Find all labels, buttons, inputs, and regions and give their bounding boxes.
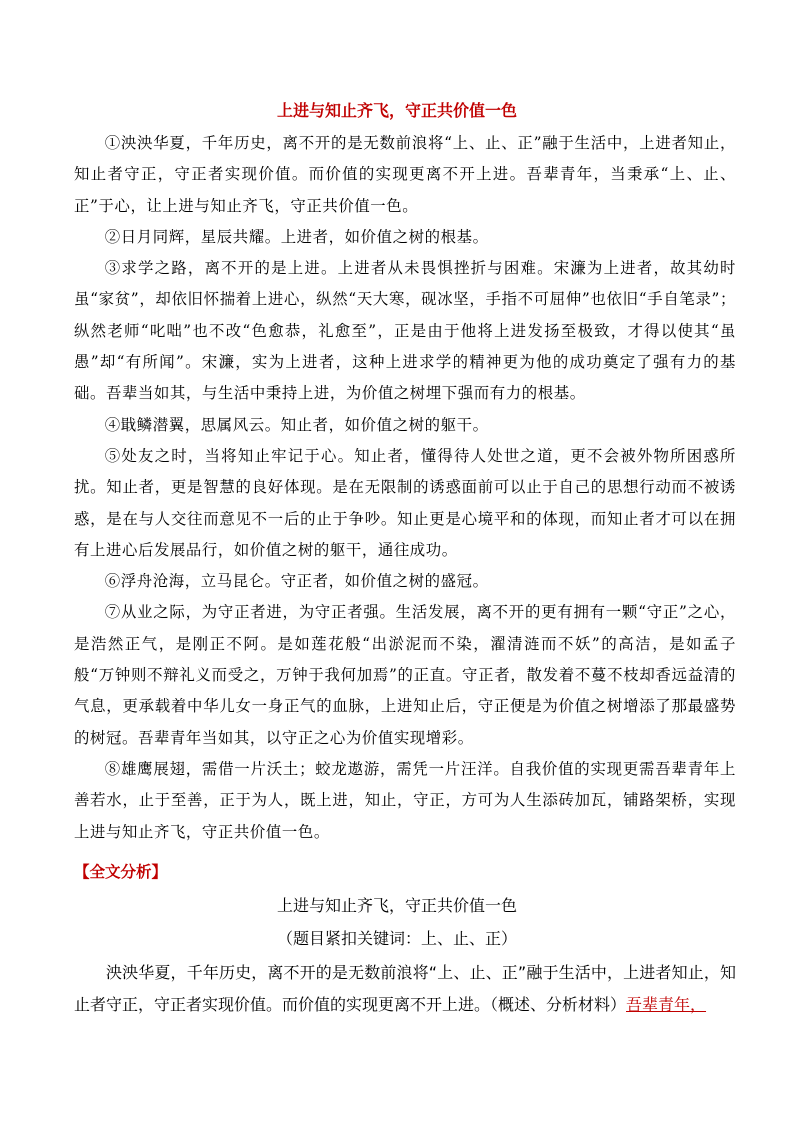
- analysis-highlight-text: 吾辈青年，: [626, 995, 707, 1014]
- essay-paragraph-7: ⑦从业之际，为守正者进，为守正者强。生活发展，离不开的更有拥有一颗“守正”之心，是浩然正气，是刚正不阿。是如莲花般“出淤泥而不染，濯清涟而不妖”的高洁，是如孟子般“万钟则不辩礼义而受之，万钟于我何加焉”的正直。守正者，散发着不蔓不枝却香远益清的气息，更承载着中华儿女一身正气的血脉，上进知止后，守正便是为价值之树增添了那最盛势的树冠。吾辈青年当如其，以守正之心为价值实现增彩。: [74, 603, 736, 747]
- essay-paragraph-2: ②日月同辉，星辰共耀。上进者，如价值之树的根基。: [104, 227, 489, 246]
- essay-paragraph-3: ③求学之路，离不开的是上进。上进者从未畏惧挫折与困难。宋濂为上进者，故其幼时虽“家贫”，却依旧怀揣着上进心，纵然“天大寒，砚冰坚，手指不可屈伸”也依旧“手自笔录”；纵然老师“叱咄”也不改“色愈恭，礼愈至”，正是由于他将上进发扬至极致，才得以使其“虽愚”却“有所闻”。宋濂，实为上进者，这种上进求学的精神更为他的成功奠定了强有力的基础。吾辈当如其，与生活中秉持上进，为价值之树埋下强而有力的根基。: [74, 259, 736, 403]
- essay-title: 上进与知止齐飞，守正共价值一色: [276, 101, 517, 120]
- essay-paragraph-8: ⑧雄鹰展翅，需借一片沃土；蛟龙遨游，需凭一片汪洋。自我价值的实现更需吾辈青年上善若水，止于至善，正于为人，既上进，知止，守正，方可为人生添砖加瓦，铺路架桥，实现上进与知止齐飞，守正共价值一色。: [74, 759, 736, 841]
- analysis-paragraph: [74, 957, 736, 1021]
- essay-paragraph-6: ⑥浮舟沧海，立马昆仑。守正者，如价值之树的盛冠。: [104, 572, 489, 591]
- analysis-paragraph-text: 泱泱华夏，千年历史，离不开的是无数前浪将“上、止、正”融于生活中，上进者知止，知止者守正，守正者实现价值。而价值的实现更离不开上进。（概述、分析材料）: [74, 963, 736, 1014]
- analysis-section-label: 【全文分析】: [74, 863, 168, 881]
- analysis-subtitle: （题目紧扣关键词：上、止、正）: [276, 929, 517, 948]
- essay-paragraph-5: ⑤处友之时，当将知止牢记于心。知止者，懂得待人处世之道，更不会被外物所困惑所扰。知止者，更是智慧的良好体现。是在无限制的诱惑面前可以止于自己的思想行动而不被诱惑，是在与人交往而意见不一后的止于争吵。知止更是心境平和的体现，而知止者才可以在拥有上进心后发展品行，如价值之树的躯干，通往成功。: [74, 446, 736, 559]
- analysis-title: 上进与知止齐飞，守正共价值一色: [276, 896, 517, 915]
- essay-paragraph-1: ①泱泱华夏，千年历史，离不开的是无数前浪将“上、止、正”融于生活中，上进者知止，知止者守正，守正者实现价值。而价值的实现更离不开上进。吾辈青年，当秉承“上、止、正”于心，让上进与知止齐飞，守正共价值一色。: [74, 134, 736, 215]
- essay-body: [74, 128, 736, 848]
- essay-paragraph-4: ④戢鳞潜翼，思属风云。知止者，如价值之树的躯干。: [104, 415, 489, 434]
- analysis-body: [74, 957, 736, 1021]
